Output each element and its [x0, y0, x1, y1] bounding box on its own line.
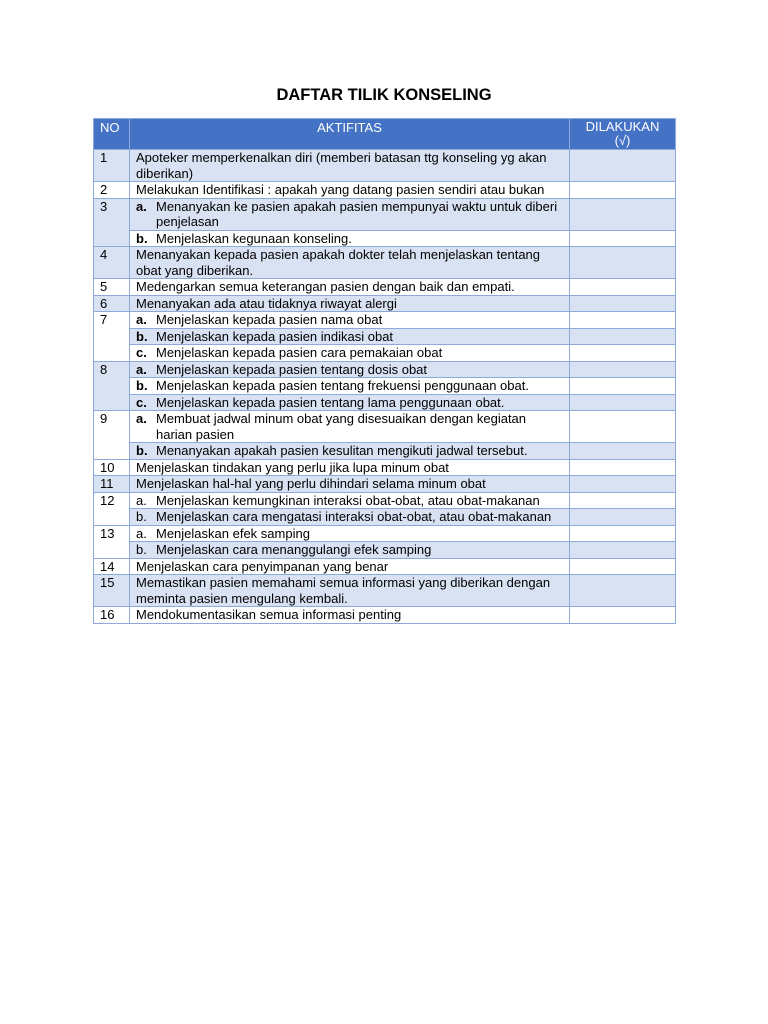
table-row	[94, 394, 676, 411]
activity-subitem	[130, 509, 570, 526]
activity-text: Medengarkan semua keterangan pasien dengan baik dan empati.	[130, 279, 570, 296]
table-row	[94, 575, 676, 607]
done-checkbox-cell[interactable]	[570, 198, 676, 230]
activity-subitem	[130, 411, 570, 443]
row-number: 6	[94, 295, 130, 312]
subitem-marker: b.	[136, 378, 148, 393]
subitem-marker: b.	[136, 328, 148, 344]
checklist-table	[93, 118, 676, 624]
table-row	[94, 198, 676, 230]
subitem-marker: a.	[136, 411, 147, 426]
done-checkbox-cell[interactable]	[570, 182, 676, 199]
activity-text: Menjelaskan hal-hal yang perlu dihindari selama minum obat	[130, 476, 570, 493]
row-number: 2	[94, 182, 130, 199]
subitem-text: Menjelaskan cara mengatasi interaksi obat-obat, atau obat-makanan	[156, 509, 552, 524]
subitem-marker: b.	[136, 230, 148, 246]
subitem-text: Menjelaskan kepada pasien cara pemakaian obat	[156, 345, 443, 360]
done-checkbox-cell[interactable]	[570, 459, 676, 476]
subitem-marker: b.	[136, 509, 147, 524]
row-number: 8	[94, 361, 130, 411]
subitem-text: Menjelaskan cara menanggulangi efek samping	[156, 542, 432, 557]
done-checkbox-cell[interactable]	[570, 295, 676, 312]
table-row	[94, 525, 676, 542]
table-row	[94, 411, 676, 443]
activity-subitem	[130, 525, 570, 542]
activity-subitem	[130, 378, 570, 395]
activity-subitem	[130, 328, 570, 345]
row-number: 5	[94, 279, 130, 296]
row-number: 16	[94, 607, 130, 624]
done-checkbox-cell[interactable]	[570, 345, 676, 362]
done-checkbox-cell[interactable]	[570, 476, 676, 493]
table-row	[94, 230, 676, 247]
activity-text: Menjelaskan cara penyimpanan yang benar	[130, 558, 570, 575]
subitem-text: Menanyakan apakah pasien kesulitan mengikuti jadwal tersebut.	[156, 443, 528, 458]
row-number: 1	[94, 150, 130, 182]
done-checkbox-cell[interactable]	[570, 230, 676, 247]
row-number: 15	[94, 575, 130, 607]
done-checkbox-cell[interactable]	[570, 443, 676, 460]
activity-subitem	[130, 394, 570, 411]
header-done	[570, 119, 676, 150]
subitem-marker: c.	[136, 345, 147, 360]
table-row	[94, 312, 676, 329]
done-checkbox-cell[interactable]	[570, 378, 676, 395]
subitem-text: Menjelaskan efek samping	[156, 525, 310, 541]
done-checkbox-cell[interactable]	[570, 411, 676, 443]
table-row	[94, 345, 676, 362]
subitem-text: Menjelaskan kepada pasien nama obat	[156, 312, 383, 327]
activity-subitem	[130, 361, 570, 378]
page-title: DAFTAR TILIK KONSELING	[276, 86, 492, 104]
activity-text: Apoteker memperkenalkan diri (memberi batasan ttg konseling yg akan diberikan)	[130, 150, 570, 182]
subitem-marker: a.	[136, 198, 147, 214]
table-row	[94, 542, 676, 559]
subitem-text: Menanyakan ke pasien apakah pasien mempunyai waktu untuk diberi penjelasan	[156, 198, 558, 229]
row-number: 11	[94, 476, 130, 493]
row-number: 9	[94, 411, 130, 460]
table-row	[94, 443, 676, 460]
activity-subitem	[130, 230, 570, 247]
activity-text: Melakukan Identifikasi : apakah yang datang pasien sendiri atau bukan	[130, 182, 570, 199]
activity-subitem	[130, 443, 570, 460]
done-checkbox-cell[interactable]	[570, 312, 676, 329]
row-number: 3	[94, 198, 130, 247]
activity-subitem	[130, 198, 570, 230]
activity-text: Menanyakan ada atau tidaknya riwayat alergi	[130, 295, 570, 312]
table-row	[94, 492, 676, 509]
table-row	[94, 295, 676, 312]
activity-subitem	[130, 492, 570, 509]
table-row	[94, 459, 676, 476]
header-no: NO	[94, 119, 130, 150]
table-row	[94, 509, 676, 526]
done-checkbox-cell[interactable]	[570, 575, 676, 607]
table-row	[94, 247, 676, 279]
done-checkbox-cell[interactable]	[570, 328, 676, 345]
subitem-text: Membuat jadwal minum obat yang disesuaikan dengan kegiatan harian pasien	[156, 411, 527, 442]
subitem-marker: a.	[136, 492, 147, 508]
activity-text: Menjelaskan tindakan yang perlu jika lupa minum obat	[130, 459, 570, 476]
subitem-marker: b.	[136, 542, 147, 557]
done-checkbox-cell[interactable]	[570, 150, 676, 182]
table-row	[94, 378, 676, 395]
row-number: 13	[94, 525, 130, 558]
table-row	[94, 558, 676, 575]
activity-text: Memastikan pasien memahami semua informasi yang diberikan dengan meminta pasien mengulang kembali.	[130, 575, 570, 607]
table-row	[94, 607, 676, 624]
activity-text: Mendokumentasikan semua informasi penting	[130, 607, 570, 624]
done-checkbox-cell[interactable]	[570, 607, 676, 624]
done-checkbox-cell[interactable]	[570, 492, 676, 509]
subitem-marker: b.	[136, 443, 148, 458]
subitem-text: Menjelaskan kepada pasien indikasi obat	[156, 328, 394, 344]
activity-subitem	[130, 312, 570, 329]
table-row	[94, 476, 676, 493]
done-checkbox-cell[interactable]	[570, 394, 676, 411]
subitem-text: Menjelaskan kepada pasien tentang frekuensi penggunaan obat.	[156, 378, 529, 393]
subitem-marker: a.	[136, 361, 147, 377]
done-checkbox-cell[interactable]	[570, 279, 676, 296]
header-done-line1: DILAKUKAN	[585, 119, 660, 134]
activity-subitem	[130, 542, 570, 559]
subitem-text: Menjelaskan kegunaan konseling.	[156, 230, 352, 246]
row-number: 7	[94, 312, 130, 362]
row-number: 14	[94, 558, 130, 575]
table-row	[94, 150, 676, 182]
table-header-row	[94, 119, 676, 150]
done-checkbox-cell[interactable]	[570, 361, 676, 378]
table-row	[94, 361, 676, 378]
row-number: 4	[94, 247, 130, 279]
table-row	[94, 328, 676, 345]
subitem-marker: c.	[136, 394, 147, 410]
subitem-marker: a.	[136, 525, 147, 541]
activity-subitem	[130, 345, 570, 362]
row-number: 10	[94, 459, 130, 476]
done-checkbox-cell[interactable]	[570, 525, 676, 542]
subitem-text: Menjelaskan kepada pasien tentang dosis obat	[156, 361, 428, 377]
subitem-text: Menjelaskan kemungkinan interaksi obat-obat, atau obat-makanan	[156, 492, 540, 508]
activity-text: Menanyakan kepada pasien apakah dokter telah menjelaskan tentang obat yang diberikan.	[130, 247, 570, 279]
subitem-marker: a.	[136, 312, 147, 327]
done-checkbox-cell[interactable]	[570, 542, 676, 559]
done-checkbox-cell[interactable]	[570, 558, 676, 575]
row-number: 12	[94, 492, 130, 525]
table-row	[94, 182, 676, 199]
subitem-text: Menjelaskan kepada pasien tentang lama penggunaan obat.	[156, 394, 505, 410]
done-checkbox-cell[interactable]	[570, 247, 676, 279]
header-activity: AKTIFITAS	[130, 119, 570, 150]
header-done-line2: (√)	[614, 133, 631, 148]
done-checkbox-cell[interactable]	[570, 509, 676, 526]
table-row	[94, 279, 676, 296]
